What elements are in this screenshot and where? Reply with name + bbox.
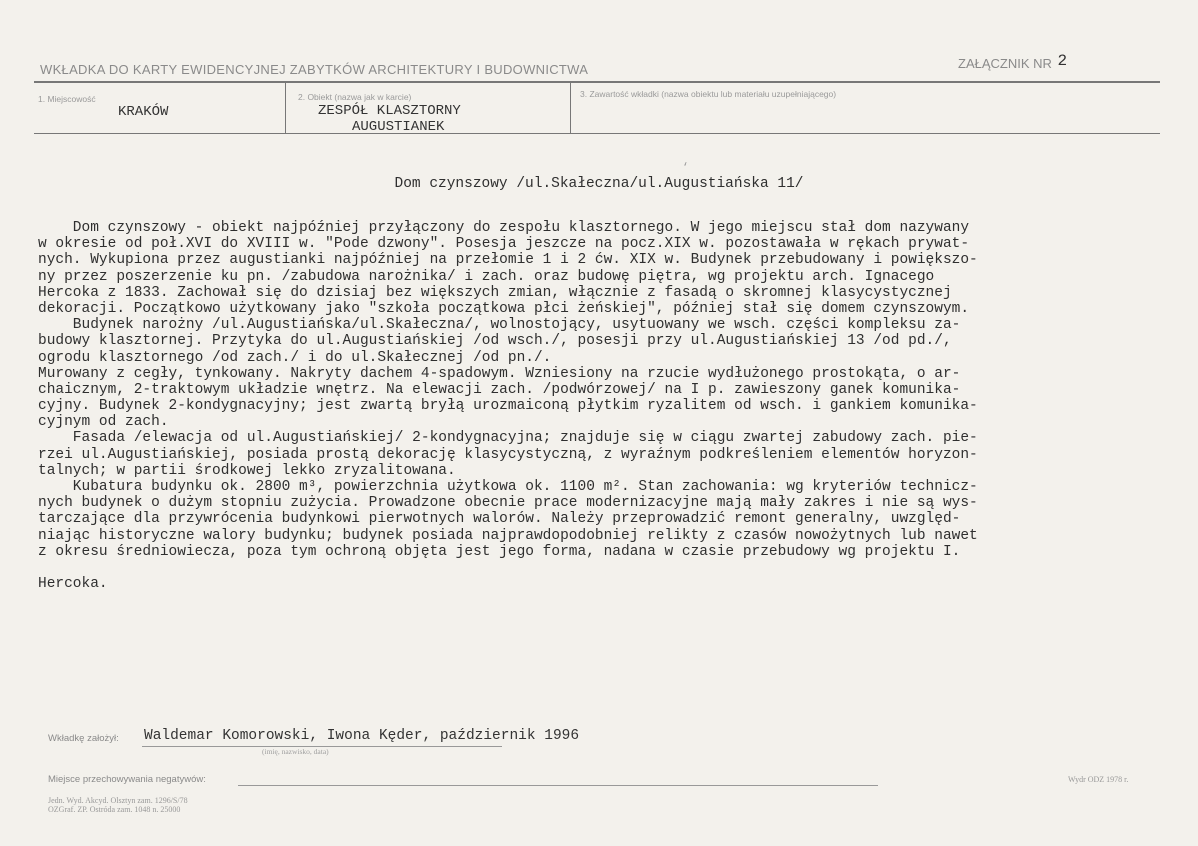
- header-divider-1: [285, 82, 286, 134]
- body-line: niając historyczne walory budynku; budynek posiada najprawdopodobniej relikty z czasów nowożytnych lub nawet: [38, 527, 978, 544]
- object-label: 2. Obiekt (nazwa jak w karcie): [298, 92, 412, 102]
- document-heading: Dom czynszowy /ul.Skałeczna/ul.Augustiańska 11/: [394, 176, 804, 192]
- body-line: talnych; w partii środkowej lekko zryzalitowana.: [38, 462, 456, 479]
- body-line: tarczające dla przywrócenia budynkowi pierwotnych walorów. Należy przeprowadzić remont generalny, uwzględ-: [38, 511, 961, 528]
- tick-mark: ‘: [682, 162, 689, 174]
- locality-label: 1. Miejscowość: [38, 94, 96, 104]
- body-line: nych budynek o dużym stopniu zużycia. Prowadzone obecnie prace modernizacyjne mają mały zakres i nie są wys-: [38, 495, 978, 512]
- header-top-rule: [34, 81, 1160, 83]
- author-label: Wkładkę założył:: [48, 733, 119, 744]
- body-line: dekoracji. Początkowo użytkowany jako "szkoła początkowa płci żeńskiej", później stał się domem czynszowym.: [38, 300, 970, 317]
- header-divider-2: [570, 82, 571, 134]
- body-line: rzei ul.Augustiańskiej, posiada prostą dekorację klasycystyczną, z wyraźnym podkreśleniem elementów horyzon-: [38, 446, 978, 463]
- negatives-underline: [238, 785, 878, 786]
- locality-value: KRAKÓW: [118, 104, 169, 120]
- imprint-line2: OZGraf. ZP. Ostróda zam. 1048 n. 25000: [48, 805, 181, 814]
- author-note: (imię, nazwisko, data): [262, 747, 329, 756]
- body-line: Murowany z cegły, tynkowany. Nakryty dachem 4-spadowym. Wzniesiony na rzucie wydłużonego prostokąta, o ar-: [38, 365, 961, 382]
- document-body: [38, 220, 1168, 592]
- body-line: w okresie od poł.XVI do XVIII w. "Pode dzwony". Posesja jeszcze na pocz.XIX w. pozostawała w rękach prywat-: [38, 236, 970, 253]
- body-line: cyjnym od zach.: [38, 414, 169, 431]
- body-line: Budynek narożny /ul.Augustiańska/ul.Skałeczna/, wolnostojący, usytuowany we wsch. części kompleksu za-: [38, 317, 961, 334]
- body-line: z okresu średniowiecza, poza tym ochroną objęta jest jego forma, nadana w czasie przebudowy wg projektu I.: [38, 543, 961, 560]
- body-line: [38, 560, 1168, 576]
- object-value-line2: AUGUSTIANEK: [352, 119, 445, 135]
- contents-label: 3. Zawartość wkładki (nazwa obiektu lub materiału uzupełniającego): [580, 89, 837, 99]
- body-line: budowy klasztornej. Przytyka do ul.Augustiańskiej /od wsch./, posesji przy ul.Augustiańskiej 13 /od pd./,: [38, 333, 952, 350]
- annex-label-text: ZAŁĄCZNIK NR: [958, 56, 1052, 71]
- body-line: Hercoka.: [38, 576, 108, 593]
- annex-label: [958, 52, 1068, 73]
- header-bottom-rule: [34, 133, 1160, 134]
- negatives-label: Miejsce przechowywania negatywów:: [48, 774, 206, 785]
- imprint-line1: Jedn. Wyd. Akcyd. Olsztyn zam. 1296/S/78: [48, 796, 188, 805]
- body-line: Kubatura budynku ok. 2800 m³, powierzchnia użytkowa ok. 1100 m². Stan zachowania: wg kryteriów technicz-: [38, 479, 978, 495]
- publisher-mark: Wydr ODZ 1978 r.: [1068, 775, 1129, 784]
- author-value: Waldemar Komorowski, Iwona Kęder, październik 1996: [144, 728, 580, 744]
- body-line: Dom czynszowy - obiekt najpóźniej przyłączony do zespołu klasztornego. W jego miejscu stał dom nazywany: [38, 220, 970, 236]
- body-line: ny przez poszerzenie ku pn. /zabudowa narożnika/ i zach. oraz budowę piętra, wg projektu arch. Ignacego: [38, 268, 935, 285]
- object-value-line1: ZESPÓŁ KLASZTORNY: [318, 103, 461, 119]
- body-line: Fasada /elewacja od ul.Augustiańskiej/ 2-kondygnacyjna; znajduje się w ciągu zwartej zabudowy zach. pie-: [38, 430, 978, 447]
- body-line: nych. Wykupiona przez augustianki najpóźniej na przełomie 1 i 2 ćw. XIX w. Budynek przebudowany i powiększo-: [38, 252, 978, 269]
- body-line: chaicznym, 2-traktowym układzie wnętrz. Na elewacji zach. /podwórzowej/ na I p. zawieszony ganek komunika-: [38, 381, 961, 398]
- body-line: Hercoka z 1833. Zachował się do dzisiaj bez większych zmian, włącznie z fasadą o skromnej klasycystycznej: [38, 284, 952, 301]
- annex-number: 2: [1057, 52, 1068, 70]
- body-line: cyjny. Budynek 2-kondygnacyjny; jest zwartą bryłą urozmaiconą płytkim ryzalitem od wsch. i gankiem komunika-: [38, 398, 978, 415]
- body-line: ogrodu klasztornego /od zach./ i do ul.Skałecznej /od pn./.: [38, 349, 552, 366]
- form-title: WKŁADKA DO KARTY EWIDENCYJNEJ ZABYTKÓW ARCHITEKTURY I BUDOWNICTWA: [40, 62, 589, 77]
